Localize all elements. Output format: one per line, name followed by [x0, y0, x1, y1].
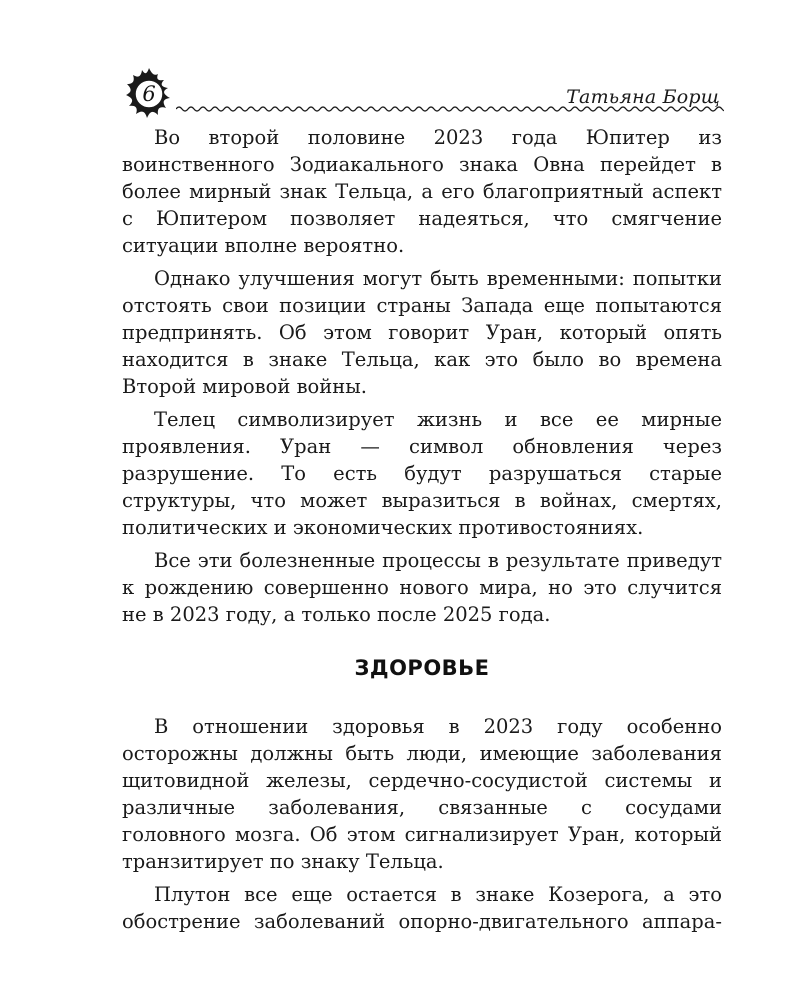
- paragraph: Однако улучшения могут быть временными: попытки отстоять свои позиции страны Запада еще попытаются предпринять. Об этом говорит Уран, который опять находится в знаке Тельца, как это было во времена Второй мировой войны.: [122, 267, 722, 398]
- paragraph: Все эти болезненные процессы в результате приведут к рождению совершенно нового мира, но это случится не в 2023 году, а только после 2025 года.: [122, 549, 722, 626]
- paragraph: Во второй половине 2023 года Юпитер из воинственного Зодиакального знака Овна перейдет в более мирный знак Тельца, а его благоприятный аспект с Юпитером позволяет надеяться, что смягчение ситуации вполне вероятно.: [122, 126, 722, 257]
- paragraph: Телец символизирует жизнь и все ее мирные проявления. Уран — символ обновления через разрушение. То есть будут разрушаться старые структуры, что может выразиться в войнах, смертях, политических и экономических противостояниях.: [122, 408, 722, 539]
- page-number: 6: [142, 82, 156, 106]
- body-section-2: [122, 713, 722, 941]
- running-header: [118, 66, 722, 122]
- section-heading: ЗДОРОВЬЕ: [354, 656, 490, 680]
- running-header-author: Татьяна Борщ: [566, 86, 720, 108]
- paragraph: Плутон все еще остается в знаке Козерога, а это обострение заболеваний опорно-двигательного аппара-: [122, 883, 722, 933]
- wavy-divider: [176, 104, 724, 114]
- body-section-1: [122, 124, 722, 634]
- paragraph: В отношении здоровья в 2023 году особенно осторожны должны быть люди, имеющие заболевания щитовидной железы, сердечно-сосудистой системы и различные заболевания, связанные с сосудами головного мозга. Об этом сигнализирует Уран, который транзитирует по знаку Тельца.: [122, 715, 722, 873]
